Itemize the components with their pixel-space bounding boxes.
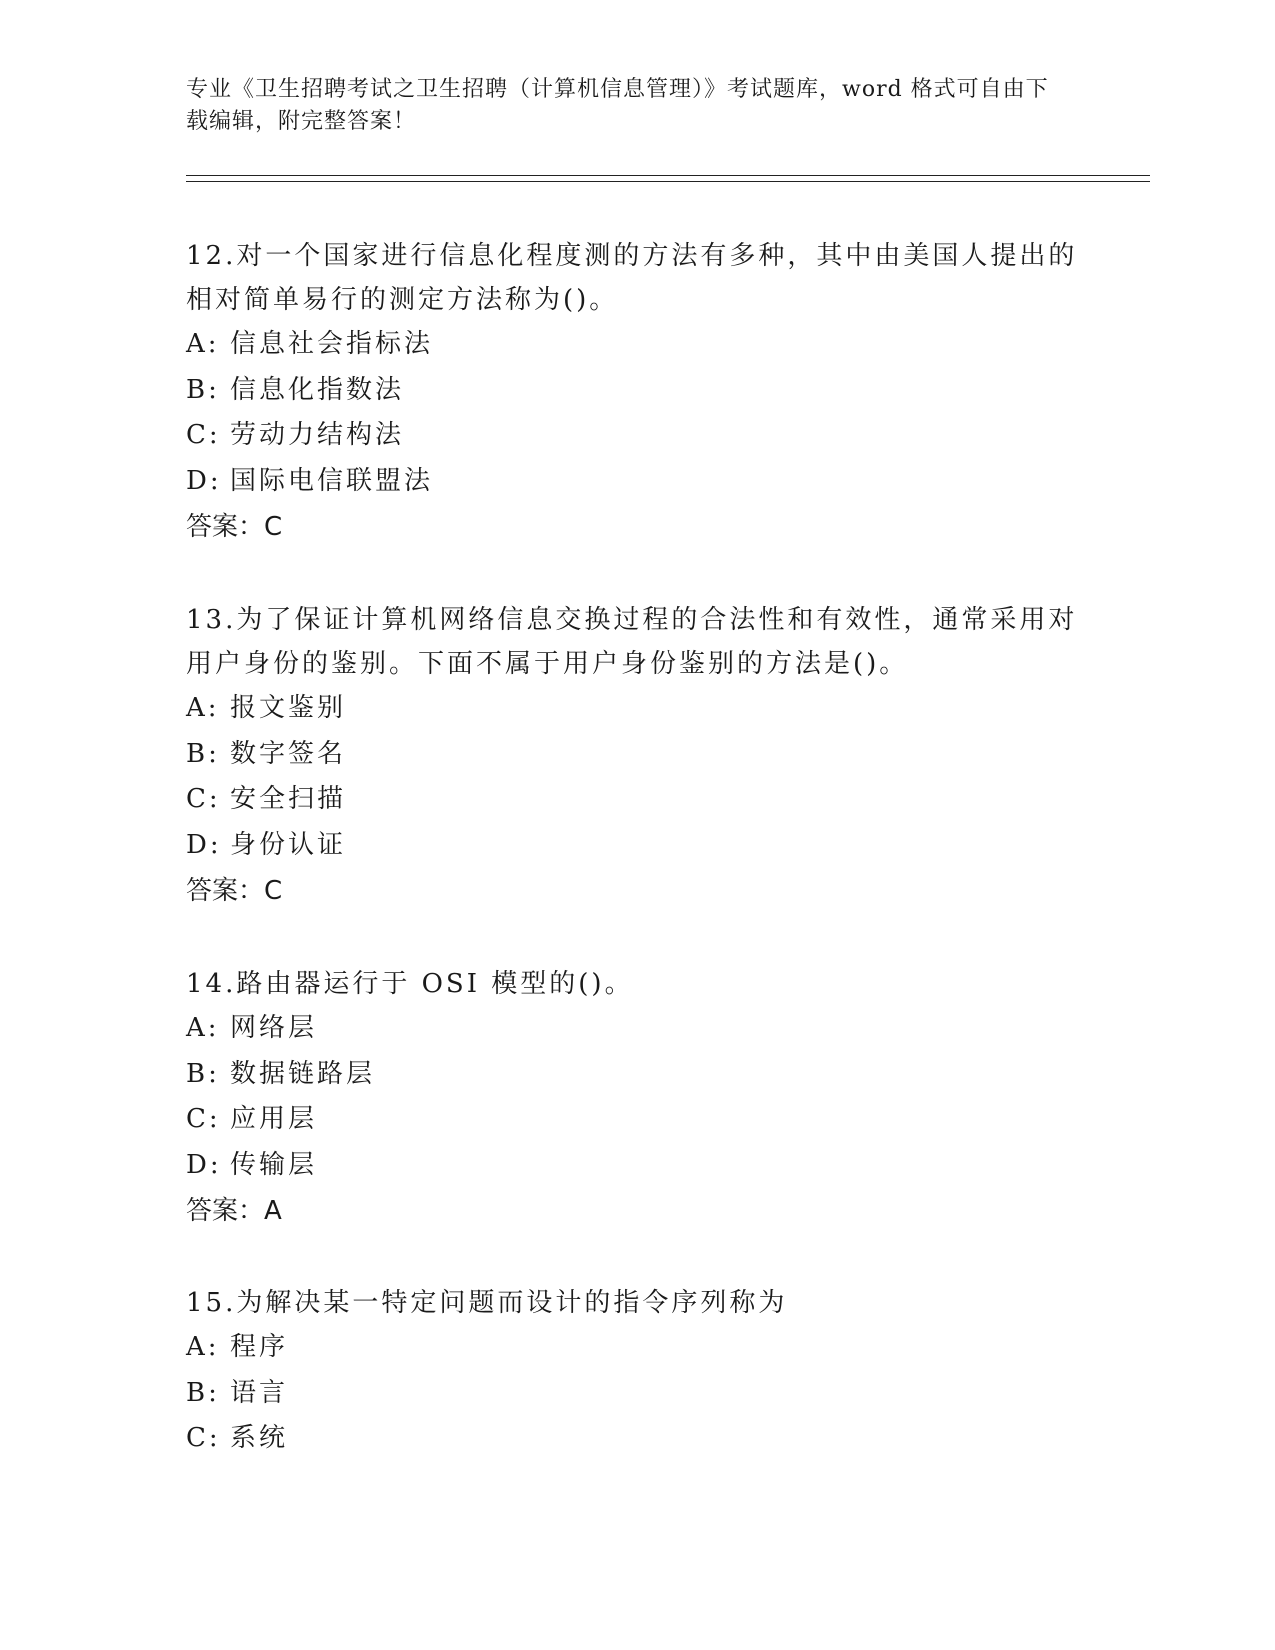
option-c [186, 777, 1086, 823]
option-d [186, 1143, 1086, 1189]
option-key: C: [186, 1104, 221, 1134]
option-key: A: [186, 1013, 220, 1043]
option-b [186, 1371, 1086, 1417]
option-a [186, 1325, 1086, 1371]
header-divider-top [186, 175, 1150, 176]
answer-label: 答案：C [186, 512, 283, 542]
option-c [186, 413, 1086, 459]
option-text: 报文鉴别 [230, 693, 347, 723]
option-a [186, 686, 1086, 732]
option-key: D: [186, 1149, 222, 1180]
option-text: 国际电信联盟法 [230, 465, 434, 496]
answer-label: 答案：A [186, 1196, 282, 1226]
option-text: 程序 [230, 1332, 289, 1362]
header-divider-bottom [186, 181, 1150, 182]
option-key: C: [186, 1423, 221, 1453]
option-key: D: [186, 465, 222, 496]
option-text: 系统 [230, 1423, 289, 1453]
question-12 [186, 234, 1086, 550]
question-14 [186, 962, 1086, 1234]
option-key: C: [186, 784, 221, 814]
option-b [186, 1052, 1086, 1098]
option-c [186, 1416, 1086, 1462]
question-stem: 14.路由器运行于 OSI 模型的()。 [186, 969, 634, 999]
option-text: 网络层 [230, 1013, 318, 1043]
document-header: 专业《卫生招聘考试之卫生招聘（计算机信息管理）》考试题库，word 格式可自由下载编辑，附完整答案！ [186, 77, 1049, 134]
question-13 [186, 598, 1086, 914]
question-stem: 15.为解决某一特定问题而设计的指令序列称为 [186, 1288, 788, 1318]
question-stem: 12.对一个国家进行信息化程度测的方法有多种，其中由美国人提出的相对简单易行的测定方法称为()。 [186, 241, 1078, 315]
answer-label: 答案：C [186, 876, 283, 906]
option-text: 传输层 [230, 1149, 318, 1180]
option-key: C: [186, 420, 221, 450]
option-key: D: [186, 829, 222, 860]
option-text: 应用层 [230, 1104, 318, 1134]
option-b [186, 732, 1086, 778]
option-text: 信息化指数法 [230, 374, 405, 405]
option-b [186, 368, 1086, 414]
option-key: B: [186, 738, 220, 769]
option-text: 数字签名 [230, 738, 347, 769]
option-text: 劳动力结构法 [230, 420, 405, 450]
question-15 [186, 1281, 1086, 1462]
option-text: 身份认证 [230, 829, 347, 860]
option-d [186, 823, 1086, 869]
question-stem: 13.为了保证计算机网络信息交换过程的合法性和有效性，通常采用对用户身份的鉴别。下面不属于用户身份鉴别的方法是()。 [186, 605, 1078, 679]
option-text: 语言 [230, 1377, 289, 1408]
option-key: A: [186, 1332, 220, 1362]
option-a [186, 1006, 1086, 1052]
option-text: 数据链路层 [230, 1058, 376, 1089]
option-c [186, 1097, 1086, 1143]
option-a [186, 322, 1086, 368]
option-key: A: [186, 329, 220, 359]
option-key: A: [186, 693, 220, 723]
option-text: 安全扫描 [230, 784, 347, 814]
option-text: 信息社会指标法 [230, 329, 434, 359]
option-key: B: [186, 1377, 220, 1408]
option-d [186, 459, 1086, 505]
option-key: B: [186, 1058, 220, 1089]
option-key: B: [186, 374, 220, 405]
